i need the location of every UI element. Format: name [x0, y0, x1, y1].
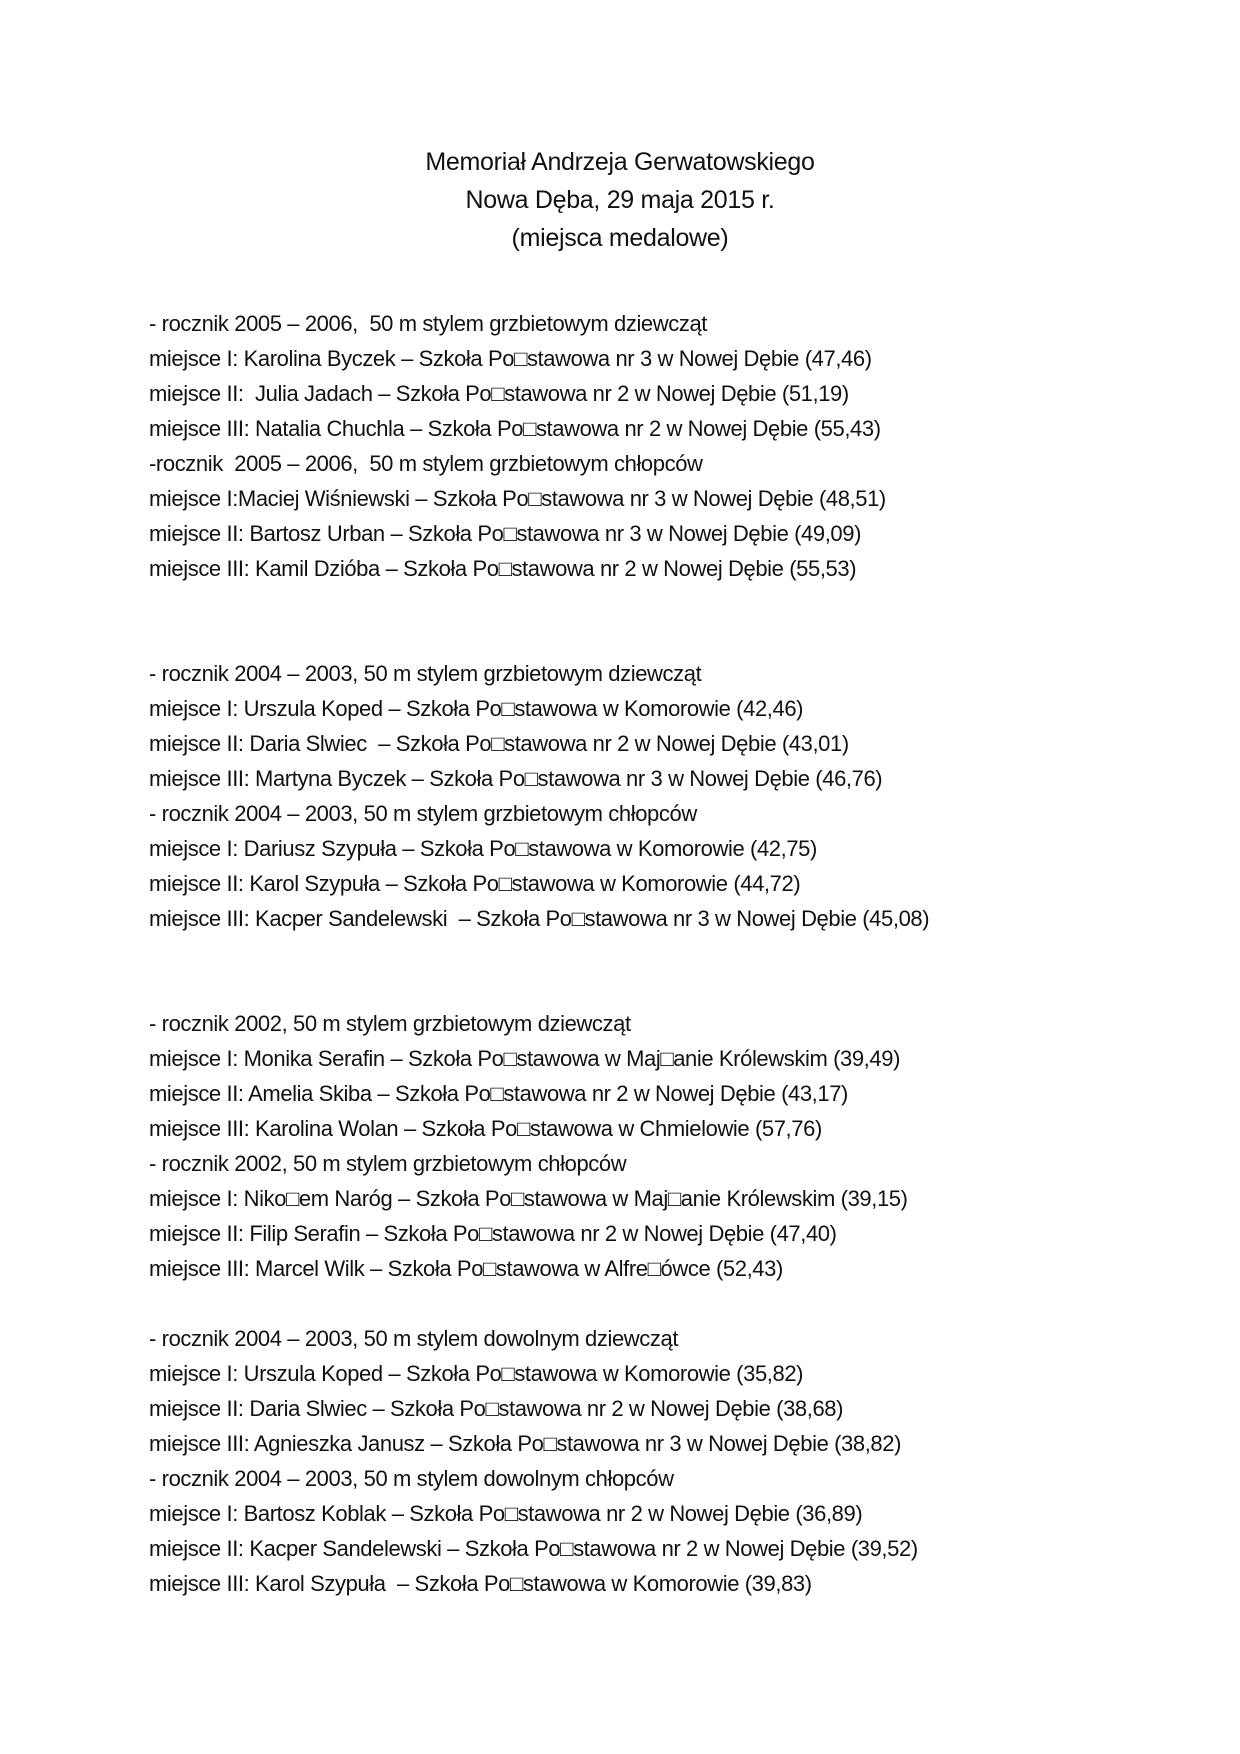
document-subtitle: (miejsca medalowe)	[511, 224, 729, 252]
result-line: miejsce I: Bartosz Koblak – Szkoła Po□stawowa nr 2 w Nowej Dębie (36,89)	[149, 1501, 863, 1526]
result-line: miejsce I: Urszula Koped – Szkoła Po□stawowa w Komorowie (35,82)	[149, 1361, 804, 1386]
result-line: miejsce III: Karolina Wolan – Szkoła Po□stawowa w Chmielowie (57,76)	[149, 1116, 822, 1141]
result-line: miejsce II: Daria Slwiec – Szkoła Po□stawowa nr 2 w Nowej Dębie (43,01)	[149, 731, 849, 756]
result-line: miejsce II: Amelia Skiba – Szkoła Po□stawowa nr 2 w Nowej Dębie (43,17)	[149, 1081, 848, 1106]
result-line: miejsce I: Karolina Byczek – Szkoła Po□stawowa nr 3 w Nowej Dębie (47,46)	[149, 346, 872, 371]
result-line: miejsce III: Kacper Sandelewski – Szkoła Po□stawowa nr 3 w Nowej Dębie (45,08)	[149, 906, 930, 931]
result-line: miejsce III: Agnieszka Janusz – Szkoła Po□stawowa nr 3 w Nowej Dębie (38,82)	[149, 1431, 902, 1456]
results-section	[149, 1006, 1189, 1286]
results-section	[149, 656, 1189, 936]
category-heading: - rocznik 2002, 50 m stylem grzbietowym chłopców	[149, 1151, 627, 1176]
category-heading: - rocznik 2002, 50 m stylem grzbietowym dziewcząt	[149, 1011, 631, 1036]
document-place-date: Nowa Dęba, 29 maja 2015 r.	[465, 186, 775, 214]
result-line: miejsce II: Daria Slwiec – Szkoła Po□stawowa nr 2 w Nowej Dębie (38,68)	[149, 1396, 844, 1421]
result-line: miejsce II: Bartosz Urban – Szkoła Po□stawowa nr 3 w Nowej Dębie (49,09)	[149, 521, 862, 546]
category-heading: - rocznik 2004 – 2003, 50 m stylem dowolnym chłopców	[149, 1466, 674, 1491]
result-line: miejsce I: Niko□em Naróg – Szkoła Po□stawowa w Maj□anie Królewskim (39,15)	[149, 1186, 908, 1211]
category-heading: - rocznik 2004 – 2003, 50 m stylem grzbietowym chłopców	[149, 801, 697, 826]
results-section	[149, 1321, 1189, 1601]
result-line: miejsce III: Martyna Byczek – Szkoła Po□stawowa nr 3 w Nowej Dębie (46,76)	[149, 766, 883, 791]
category-heading: - rocznik 2004 – 2003, 50 m stylem dowolnym dziewcząt	[149, 1326, 679, 1351]
result-line: miejsce II: Filip Serafin – Szkoła Po□stawowa nr 2 w Nowej Dębie (47,40)	[149, 1221, 837, 1246]
category-heading: -rocznik 2005 – 2006, 50 m stylem grzbietowym chłopców	[149, 451, 703, 476]
document-title: Memoriał Andrzeja Gerwatowskiego	[425, 148, 815, 176]
result-line: miejsce II: Kacper Sandelewski – Szkoła Po□stawowa nr 2 w Nowej Dębie (39,52)	[149, 1536, 918, 1561]
result-line: miejsce I: Monika Serafin – Szkoła Po□stawowa w Maj□anie Królewskim (39,49)	[149, 1046, 900, 1071]
results-list	[149, 306, 1189, 1601]
result-line: miejsce III: Karol Szypuła – Szkoła Po□stawowa w Komorowie (39,83)	[149, 1571, 812, 1596]
result-line: miejsce III: Marcel Wilk – Szkoła Po□stawowa w Alfre□ówce (52,43)	[149, 1256, 783, 1281]
result-line: miejsce III: Kamil Dzióba – Szkoła Po□stawowa nr 2 w Nowej Dębie (55,53)	[149, 556, 857, 581]
result-line: miejsce II: Julia Jadach – Szkoła Po□stawowa nr 2 w Nowej Dębie (51,19)	[149, 381, 849, 406]
result-line: miejsce I: Dariusz Szypuła – Szkoła Po□stawowa w Komorowie (42,75)	[149, 836, 817, 861]
document-header	[0, 143, 1240, 257]
results-section	[149, 306, 1189, 586]
result-line: miejsce I:Maciej Wiśniewski – Szkoła Po□stawowa nr 3 w Nowej Dębie (48,51)	[149, 486, 886, 511]
result-line: miejsce II: Karol Szypuła – Szkoła Po□stawowa w Komorowie (44,72)	[149, 871, 801, 896]
result-line: miejsce III: Natalia Chuchla – Szkoła Po□stawowa nr 2 w Nowej Dębie (55,43)	[149, 416, 881, 441]
category-heading: - rocznik 2005 – 2006, 50 m stylem grzbietowym dziewcząt	[149, 311, 707, 336]
result-line: miejsce I: Urszula Koped – Szkoła Po□stawowa w Komorowie (42,46)	[149, 696, 804, 721]
category-heading: - rocznik 2004 – 2003, 50 m stylem grzbietowym dziewcząt	[149, 661, 702, 686]
